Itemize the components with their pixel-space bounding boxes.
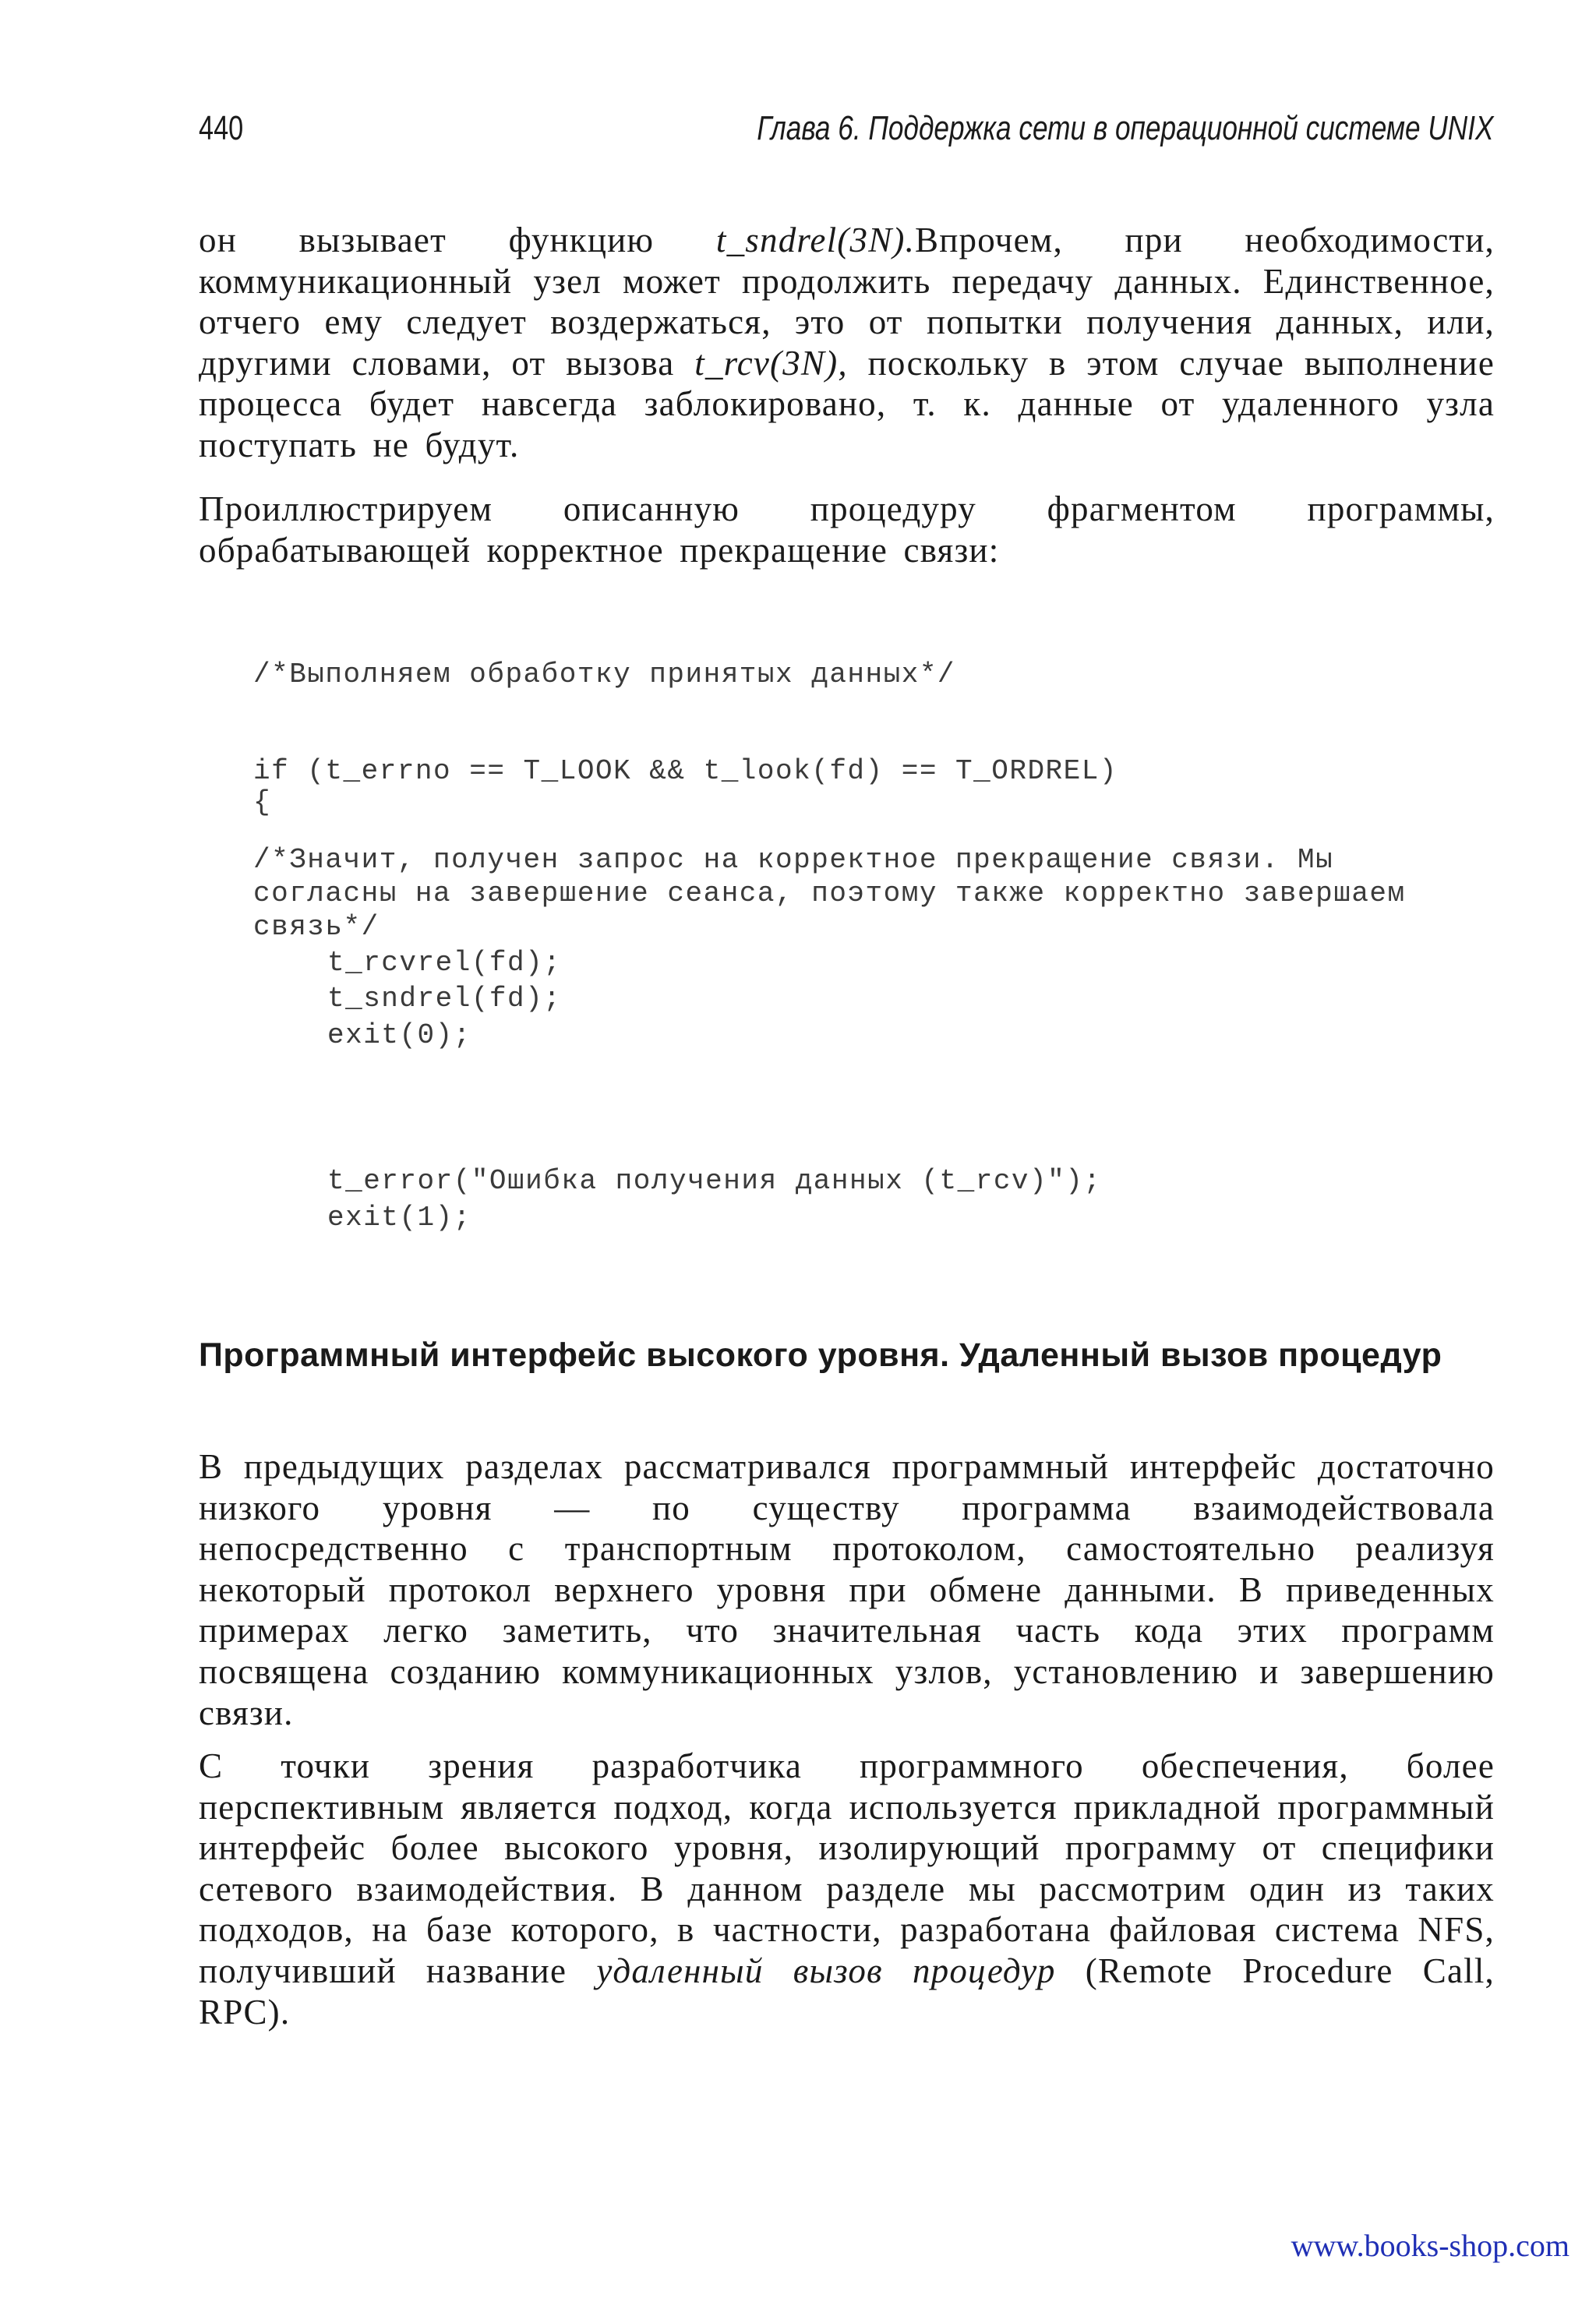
code-t-error-call: t_error("Ошибка получения данных (t_rcv)"); — [327, 1165, 1102, 1197]
paragraph-2: Проиллюстрируем описанную процедуру фрагментом программы, обрабатывающей корректное прекращение связи: — [199, 489, 1495, 570]
page-number: 440 — [199, 109, 244, 147]
paragraph-4-text-a: С точки зрения разработчика программного обеспечения, более перспективным является подход, когда используется прикладной программный интерфейс более высокого уровня, изолирующий программу от специфики сетевого взаимодействия. В данном разделе мы рассмотрим один из таких подходов, на базе которого, в частности, разработана файловая система NFS, получивший название — [199, 1746, 1495, 1990]
paragraph-4 — [199, 1746, 1495, 2032]
paragraph-3: В предыдущих разделах рассматривался программный интерфейс достаточно низкого уровня — по существу программа взаимодействовала непосредственно с транспортным протоколом, самостоятельно реализуя некоторый протокол верхнего уровня при обмене данными. В приведенных примерах легко заметить, что значительная часть кода этих программ посвящена созданию коммуникационных узлов, установлению и завершению связи. — [199, 1447, 1495, 1732]
paragraph-4-text-b: (Remote Procedure Call, RPC). — [199, 1951, 1495, 2032]
paragraph-1 — [199, 220, 1495, 466]
code-open-brace: { — [253, 786, 272, 818]
code-t-rcvrel-call: t_rcvrel(fd); — [327, 947, 562, 979]
code-t-sndrel-call: t_sndrel(fd); — [327, 983, 562, 1015]
code-comment-line-3: связь*/ — [253, 911, 380, 943]
code-exit-1: exit(1); — [327, 1202, 471, 1234]
code-if-statement: if (t_errno == T_LOOK && t_look(fd) == T_ORDREL) — [253, 755, 1118, 787]
paragraph-1-text-c: поскольку в этом случае выполнение процесса будет навсегда заблокировано, т. к. данные от удаленного узла поступать не будут. — [199, 343, 1495, 464]
code-comment-process-data: /*Выполняем обработку принятых данных*/ — [253, 658, 956, 690]
paragraph-1-text-b: Впрочем, при необходимости, коммуникационный узел может продолжить передачу данных. Единственное, отчего ему следует воздержаться, это от попытки получения данных, или, другими словами, от вызова — [199, 221, 1495, 383]
code-comment-line-1: /*Значит, получен запрос на корректное прекращение связи. Мы — [253, 844, 1334, 876]
term-remote-procedure-call: удаленный вызов процедур — [596, 1951, 1056, 1990]
running-head: Глава 6. Поддержка сети в операционной системе UNIX — [756, 109, 1493, 147]
code-comment-line-2: согласны на завершение сеанса, поэтому также корректно завершаем — [253, 877, 1406, 909]
section-heading: Программный интерфейс высокого уровня. Удаленный вызов процедур — [199, 1336, 1442, 1374]
function-name-t-sndrel: t_sndrel(3N). — [715, 221, 916, 260]
watermark-link[interactable]: www.books-shop.com — [1291, 2228, 1570, 2263]
code-exit-0: exit(0); — [327, 1019, 471, 1051]
function-name-t-rcv: t_rcv(3N), — [694, 343, 848, 383]
paragraph-1-text-a: он вызывает функцию — [199, 221, 716, 260]
